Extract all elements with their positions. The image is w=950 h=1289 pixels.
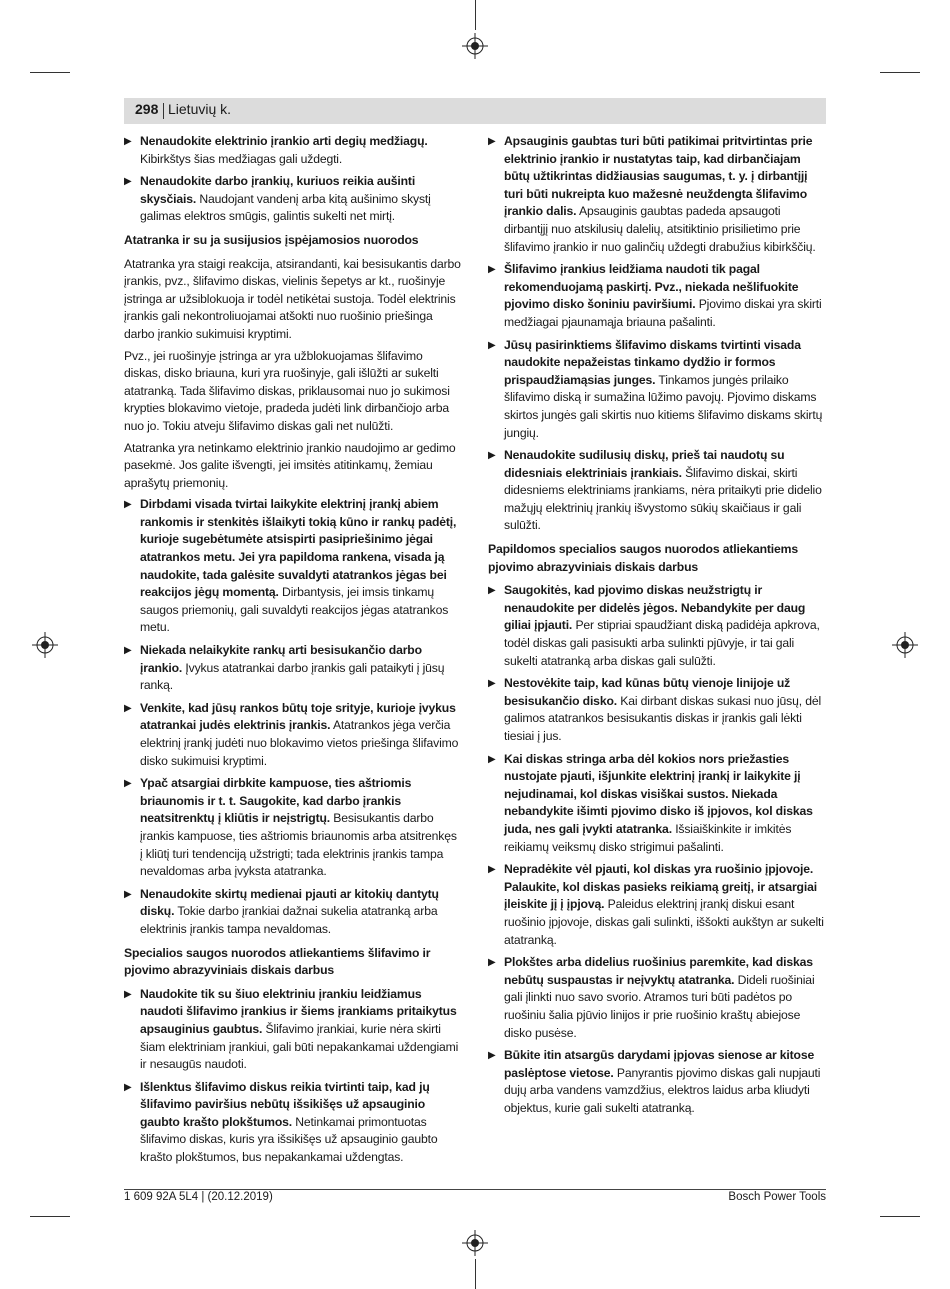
bullet-arrow-icon: ▶ (488, 264, 496, 276)
bullet-bold-text: Plokštes arba didelius ruošinius paremkite, kad diskas nebūtų suspaustas ir neįvyktų atatranka. (504, 955, 813, 987)
bullet-arrow-icon: ▶ (488, 339, 496, 351)
list-item (124, 700, 462, 770)
bullet-body-text: Paleidus elektrinį įrankį diskui esant ruošinio įpjovoje, diskas gali sulinkti, iššokti aukštyn ar sukelti atatranką. (504, 897, 824, 947)
bullet-arrow-icon: ▶ (488, 753, 496, 765)
list-item (488, 751, 826, 857)
bullet-arrow-icon: ▶ (488, 957, 496, 969)
kickback-bullets (124, 496, 462, 938)
bullet-body-text: Tinkamos jungės prilaiko šlifavimo diską ir sumažina lūžimo pavojų. Pjovimo diskams skirtos jungės gali skirtis nuo kitiems šlifavimo diskams skirtų jungių. (504, 372, 823, 440)
list-item (124, 886, 462, 939)
bullet-bold-text: Jūsų pasirinktiems šlifavimo diskams tvirtinti visada naudokite nepažeistas tinkamo dydžio ir formos prispaudžiamąsias junges. (504, 337, 801, 387)
bullet-body-text: Per stipriai spaudžiant diską padidėja apkrova, todėl diskas gali pasisukti arba sulinkti pjūvyje, ir tai gali sukelti atatranką arba diskas gali sulūžti. (504, 618, 820, 668)
bullet-bold-text: Saugokitės, kad pjovimo diskas neužstrigtų ir nenaudokite per didelės jėgos. Nebandykite per daug giliai įpjauti. (504, 583, 806, 633)
right-column (488, 133, 826, 1122)
list-item (124, 986, 462, 1074)
bullet-bold-text: Nenaudokite darbo įrankių, kuriuos reikia aušinti skysčiais. (140, 174, 416, 206)
bullet-bold-text: Kai diskas stringa arba dėl kokios nors priežasties nustojate pjauti, išjunkite elektrinį įrankį ir laikykite jį nejudinamai, kol diskas visiškai sustos. Niekada nebandykite išimti pjovimo disko iš įpjovos, kol diskas juda, nes gali įvykti atatranka. (504, 751, 813, 836)
list-item (124, 775, 462, 881)
bullet-arrow-icon: ▶ (488, 678, 496, 690)
footer-doc-number: 1 609 92A 5L4 | (20.12.2019) (124, 1191, 273, 1203)
registration-mark-icon (462, 1230, 488, 1256)
bullet-body-text: Naudojant vandenį arba kitą aušinimo skystį galimas elektros smūgis, galintis sukelti net mirtį. (140, 191, 431, 224)
crop-mark (880, 1216, 920, 1217)
list-item (488, 133, 826, 256)
bullet-body-text: Dideli ruošiniai gali įlinkti nuo savo svorio. Atramos turi būti padėtos po ruošiniu šalia pjūvio linijos ir prie ruošinio kraštų abiejose disko pusėse. (504, 972, 815, 1040)
bullet-body-text: Įvykus atatrankai darbo įrankis gali pataikyti į jūsų ranką. (140, 660, 445, 693)
cutting-heading: Papildomos specialios saugos nuorodos atliekantiems pjovimo abrazyviniais diskais darbus (488, 542, 798, 574)
bullet-bold-text: Venkite, kad jūsų rankos būtų toje srityje, kurioje įvykus atatrankai judės elektrinis įrankis. (140, 700, 456, 733)
list-item (488, 675, 826, 745)
grinding-bullets (124, 986, 462, 1167)
language-label: Lietuvių k. (168, 101, 232, 117)
bullet-bold-text: Šlifavimo įrankius leidžiama naudoti tik pagal rekomenduojamą paskirtį. Pvz., niekada nešlifuokite pjovimo disko šoniniu paviršiumi. (504, 262, 799, 312)
list-item (488, 582, 826, 670)
bullet-bold-text: Nestovėkite taip, kad kūnas būtų vienoje linijoje už besisukančio disko. (504, 676, 791, 708)
bullet-bold-text: Dirbdami visada tvirtai laikykite elektrinį įrankį abiem rankomis ir stenkitės išlaikyti tokią kūno ir rankų padėtį, kurioje sugebėtumėte atsispirti pasipriešinimo jėgai atatrankos metu. Jei yra papildoma rankena, visada ją naudokite, tada galėsite suvaldyti atatrankos jėgas bei reakcijos jėgų momentą. (140, 497, 457, 600)
bullet-bold-text: Išlenktus šlifavimo diskus reikia tvirtinti taip, kad jų šlifavimo paviršius nebūtų išsikišęs už apsauginio gaubto krašto plokštumos. (140, 1079, 430, 1129)
bullet-bold-text: Nenaudokite elektrinio įrankio arti degių medžiagų. (140, 134, 428, 148)
list-item (124, 133, 462, 168)
bullet-arrow-icon: ▶ (124, 499, 132, 511)
bullet-bold-text: Būkite itin atsargūs darydami įpjovas sienose ar kitose paslėptose vietose. (504, 1048, 815, 1080)
list-item (488, 954, 826, 1042)
list-item (124, 496, 462, 637)
footer-brand: Bosch Power Tools (728, 1191, 826, 1203)
bullet-arrow-icon: ▶ (488, 864, 496, 876)
bullet-body-text: Šlifavimo diskai, skirti didesniems elektriniams įrankiams, nėra pritaikyti prie didelio mažųjų elektrinių įrankių išvystomo sūkių skaičiaus ir gali sulūžti. (504, 465, 822, 533)
list-item (488, 1047, 826, 1117)
bullet-body-text: Panyrantis pjovimo diskas gali nupjauti dujų arba vandens vamzdžius, elektros laidus arba kliudyti objektus, kurie gali sukelti atatranką. (504, 1065, 821, 1115)
footer-rule (124, 1189, 826, 1190)
list-item (488, 261, 826, 331)
bullet-body-text: Besisukantis darbo įrankis kampuose, ties aštriomis briaunomis arba atsitrenkęs į kliūtį turi tendenciją užstrigti; tada elektrinis įrankis tampa nevaldomas arba įvyksta atatranka. (140, 811, 457, 879)
bullet-bold-text: Niekada nelaikykite rankų arti besisukančio darbo įrankio. (140, 643, 422, 675)
bullet-bold-text: Apsauginis gaubtas turi būti patikimai pritvirtintas prie elektrinio įrankio ir nustatytas taip, kad dirbančiajam būtų užtikrintas didžiausias saugumas, t. y. į dirbantįjį turi būti nukreipta kuo mažesnė neuždengta šlifavimo įrankio dalis. (504, 134, 813, 219)
left-column (124, 133, 462, 1172)
crop-mark (880, 72, 920, 73)
grinding-heading: Specialios saugos nuorodos atliekantiems šlifavimo ir pjovimo abrazyviniais diskais darbus (124, 945, 431, 978)
registration-mark-icon (462, 33, 488, 59)
bullet-arrow-icon: ▶ (488, 585, 496, 597)
list-item (488, 337, 826, 443)
bullet-arrow-icon: ▶ (488, 1050, 496, 1062)
crop-mark (475, 1259, 476, 1289)
list-item (124, 1079, 462, 1167)
crop-mark (30, 1216, 70, 1217)
bullet-body-text: Kai dirbant diskas sukasi nuo jūsų, dėl galimos atatrankos besisukantis diskas ir įrankis gali lėkti tiesiai į jus. (504, 693, 822, 743)
bullet-bold-text: Ypač atsargiai dirbkite kampuose, ties aštriomis briaunomis ir t. t. Saugokite, kad darbo įrankis neatsitrenktų į kliūtis ir neįstrigtų. (140, 776, 412, 826)
bullet-arrow-icon: ▶ (124, 176, 132, 188)
kickback-paragraph: Atatranka yra staigi reakcija, atsirandanti, kai besisukantis darbo įrankis, pvz., šlifavimo diskas, vielinis šepetys ar kt., ruošinyje įstringa ar užsiblokuoja ir todėl netikėtai sustoja. Todėl elektrinis įrankis gali nekontroliuojamai atšokti nuo ruošinio priešinga darbo įrankio sukimuisi kryptimi. (124, 256, 461, 341)
bullet-body-text: Šlifavimo įrankiai, kurie nėra skirti šiam elektriniam įrankiui, gali būti nepakankamai uždengiami ir nesaugūs naudoti. (140, 1021, 459, 1072)
bullet-body-text: Netinkamai primontuotas šlifavimo diskas, kuris yra išsikišęs už apsauginio gaubto krašto plokštumos, bus nepakankamai uždengtas. (140, 1114, 438, 1165)
bullet-arrow-icon: ▶ (124, 702, 132, 714)
crop-mark (30, 72, 70, 73)
bullet-bold-text: Nenaudokite skirtų medienai pjauti ar kitokių dantytų diskų. (140, 886, 439, 919)
bullet-arrow-icon: ▶ (124, 778, 132, 790)
header-separator (163, 103, 164, 119)
bullet-arrow-icon: ▶ (488, 450, 496, 462)
bullet-body-text: Pjovimo diskai yra skirti medžiagai pjaunamąja briauna pašalinti. (504, 297, 822, 329)
bullet-bold-text: Nepradėkite vėl pjauti, kol diskas yra ruošinio įpjovoje. Palaukite, kol diskas pasieks reikiamą greitį, ir atsargiai įleiskite jį į įpjovą. (504, 862, 817, 912)
bullet-body-text: Apsauginis gaubtas padeda apsaugoti dirbantįjį nuo atskilusių dalelių, atsitiktinio prisilietimo prie šlifavimo įrankio ir nuo galinčių uždegti drabužius kibirkščių. (504, 204, 816, 254)
bullet-arrow-icon: ▶ (488, 136, 496, 147)
bullet-body-text: Dirbantysis, jei imsis tinkamų saugos priemonių, gali suvaldyti reakcijos jėgas atatrankos metu. (140, 585, 449, 635)
page-number: 298 (135, 101, 159, 117)
list-item (488, 861, 826, 949)
list-item (124, 173, 462, 226)
bullet-body-text: Išsiaiškinkite ir imkitės reikiamų veiksmų disko strigimui pašalinti. (504, 821, 792, 854)
bullet-body-text: Atatrankos jėga verčia elektrinį įrankį judėti nuo blokavimo vietos priešinga šlifavimo disko sukimuisi kryptimi. (140, 718, 459, 768)
registration-mark-icon (892, 632, 918, 658)
registration-mark-icon (32, 632, 58, 658)
list-item (488, 447, 826, 535)
bullet-arrow-icon: ▶ (124, 645, 132, 657)
bullet-body-text: Kibirkštys šias medžiagas gali uždegti. (140, 151, 343, 166)
bullet-body-text: Tokie darbo įrankiai dažnai sukelia atatranką arba elektrinis įrankis tampa nevaldomas. (140, 904, 438, 936)
bullet-bold-text: Naudokite tik su šiuo elektriniu įrankiu leidžiamus naudoti šlifavimo įrankius ir šiems įrankiams pritaikytus apsauginius gaubtus. (140, 986, 457, 1036)
kickback-heading: Atatranka ir su ja susijusios įspėjamosios nuorodos (124, 232, 419, 247)
cutting-bullets (488, 582, 826, 1117)
bullet-arrow-icon: ▶ (124, 988, 132, 1000)
bullet-arrow-icon: ▶ (124, 888, 132, 900)
bullet-arrow-icon: ▶ (124, 1081, 132, 1093)
bullet-arrow-icon: ▶ (124, 136, 132, 147)
grinding-bullets-continued (488, 133, 826, 535)
list-item (124, 642, 462, 695)
kickback-paragraph: Atatranka yra netinkamo elektrinio įrankio naudojimo ar gedimo pasekmė. Jos galite išvengti, jei imsitės atitinkamų, žemiau aprašytų priemonių. (124, 440, 456, 490)
kickback-paragraph: Pvz., jei ruošinyje įstringa ar yra užblokuojamas šlifavimo diskas, disko briauna, kuri yra ruošinyje, gali išlūžti ar sukelti atatranką. Tada šlifavimo diskas, priklausomai nuo jo sukimosi krypties blokavimo vietoje, pradeda judėti link dirbančiojo arba nuo jo. Tokiu atveju šlifavimo diskas gali net nulūžti. (124, 348, 450, 433)
intro-bullets (124, 133, 462, 226)
bullet-bold-text: Nenaudokite sudilusių diskų, prieš tai naudotų su didesniais elektriniais įrankiais. (504, 448, 785, 480)
crop-mark (475, 0, 476, 30)
